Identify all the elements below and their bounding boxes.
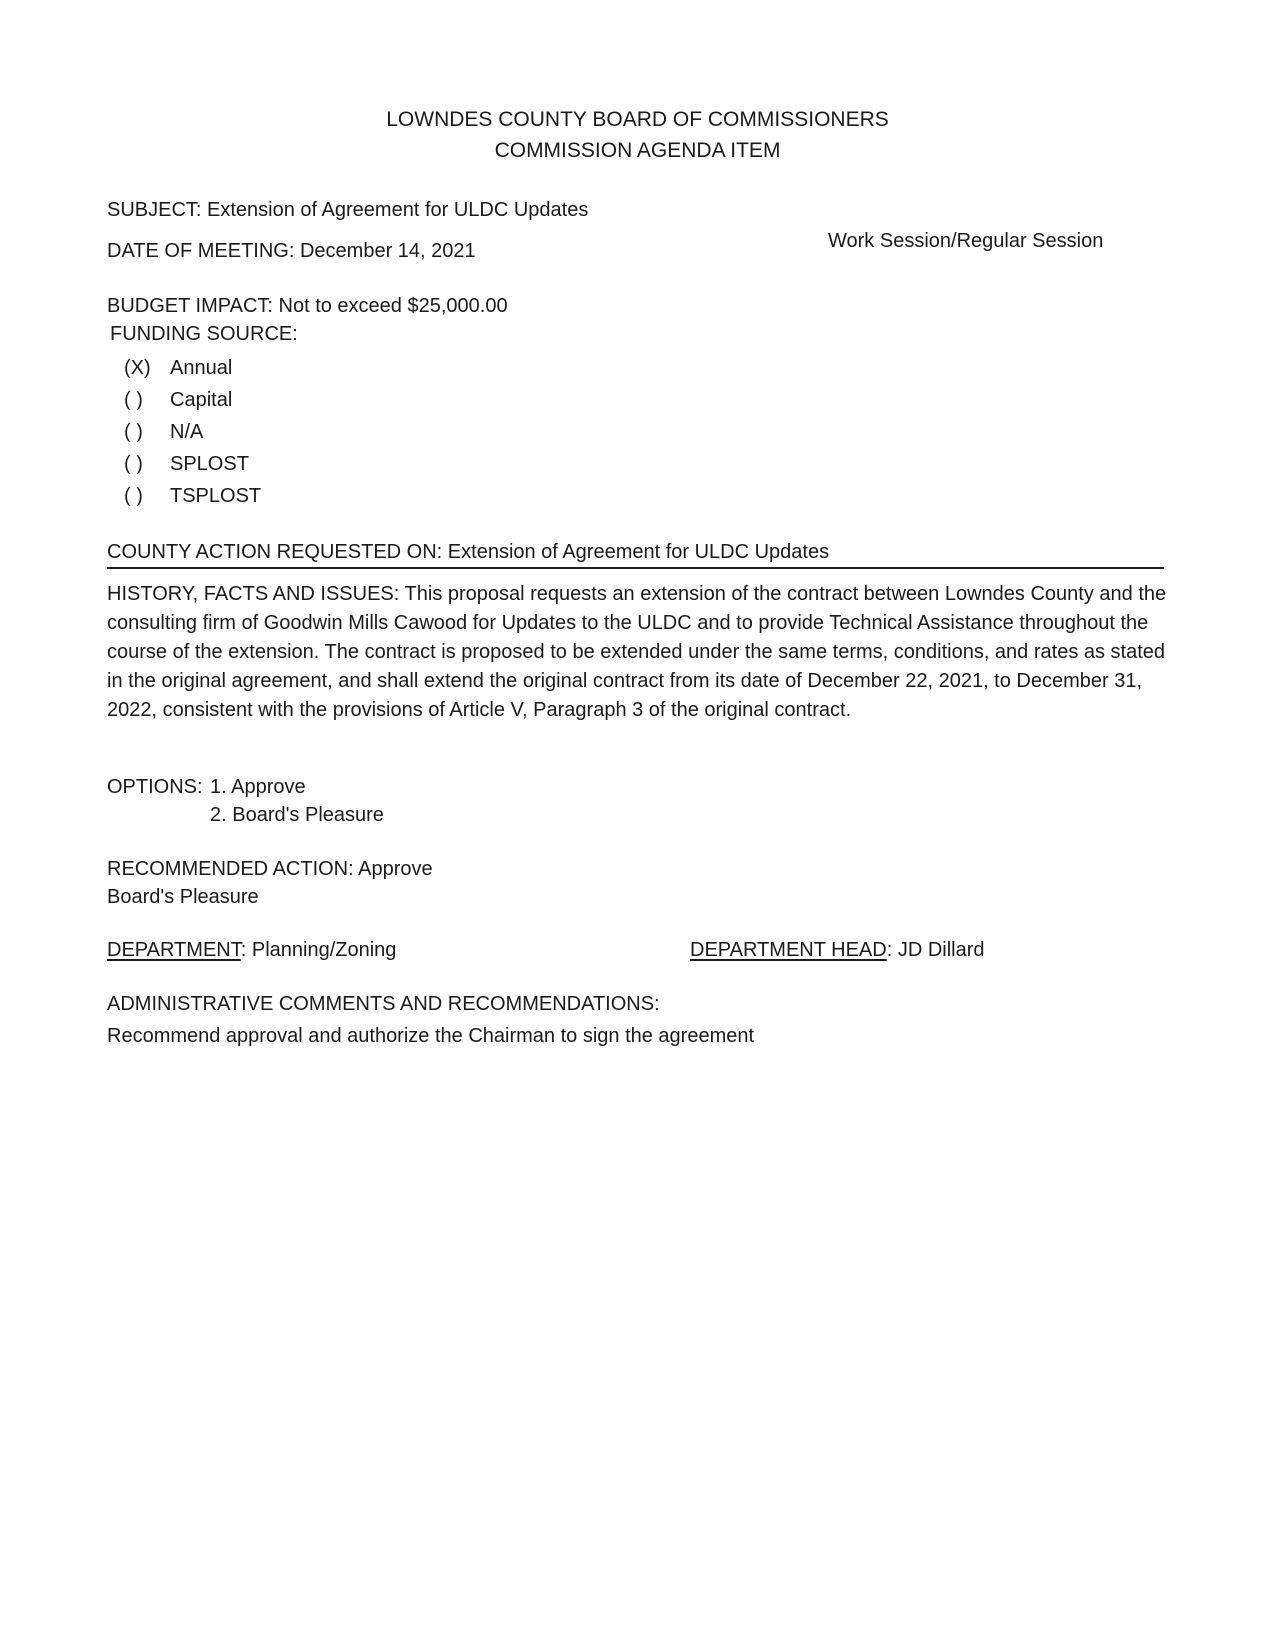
recommended-action-value: Approve [358,858,433,880]
document-subtitle: COMMISSION AGENDA ITEM [494,139,781,162]
admin-comments-text: Recommend approval and authorize the Chairman to sign the agreement [107,1025,755,1047]
department-label: DEPARTMENT [107,939,241,961]
department-head-label: DEPARTMENT HEAD [690,939,887,961]
funding-item-capital [124,386,232,414]
funding-label: N/A [170,421,204,443]
funding-label: Capital [170,389,233,411]
history-paragraph [107,580,1177,725]
funding-label: Annual [170,357,233,379]
budget-impact-value: Not to exceed $25,000.00 [278,295,508,317]
meeting-date-value: December 14, 2021 [299,240,476,262]
action-requested-label: COUNTY ACTION REQUESTED ON: [107,541,443,563]
funding-label: SPLOST [170,453,249,475]
recommended-action-line [107,855,433,883]
subject-value: Extension of Agreement for ULDC Updates [207,199,589,221]
option-item: 2. Board's Pleasure [210,804,384,826]
budget-impact-label: BUDGET IMPACT: [107,295,273,317]
subject-label: SUBJECT: [107,199,202,221]
subject-line [107,196,588,224]
recommended-action-line2: Board's Pleasure [107,886,259,908]
funding-item-na [124,418,203,446]
session-type: Work Session/Regular Session [828,230,1104,252]
action-requested-line [107,538,829,566]
funding-item-annual [124,354,232,382]
budget-impact-line [107,292,508,320]
option-item: 1. Approve [210,776,306,798]
funding-mark: ( ) [124,485,143,507]
meeting-date-label: DATE OF MEETING: [107,240,295,262]
funding-item-tsplost [124,482,261,510]
funding-mark: ( ) [124,421,143,443]
funding-item-splost [124,450,249,478]
department-value: Planning/Zoning [251,939,397,961]
divider-rule [107,567,1164,569]
funding-mark: (X) [124,357,151,379]
document-title: LOWNDES COUNTY BOARD OF COMMISSIONERS [386,108,889,131]
funding-source-label: FUNDING SOURCE: [110,323,298,345]
funding-mark: ( ) [124,453,143,475]
funding-mark: ( ) [124,389,143,411]
history-label: HISTORY, FACTS AND ISSUES: [107,583,400,605]
funding-label: TSPLOST [170,485,262,507]
options-label: OPTIONS: [107,776,203,798]
department-line: DEPARTMENT: Planning/Zoning [107,939,397,961]
action-requested-value: Extension of Agreement for ULDC Updates [447,541,830,563]
department-head-value: JD Dillard [897,939,985,961]
admin-comments-label: ADMINISTRATIVE COMMENTS AND RECOMMENDATIONS: [107,993,660,1015]
meeting-date-line [107,237,476,265]
history-text: This proposal requests an extension of the contract between Lowndes County and the consulting firm of Goodwin Mills Cawood for Updates to the ULDC and to provide Technical Assistance throughout the course of the extension. The contract is proposed to be extended under the same terms, conditions, and rates as stated in the original agreement, and shall extend the original contract from its date of December 22, 2021, to December 31, 2022, consistent with the provisions of Article V, Paragraph 3 of the original contract. [107,583,1167,721]
department-head-line: DEPARTMENT HEAD: JD Dillard [690,939,985,961]
recommended-action-label: RECOMMENDED ACTION: [107,858,354,880]
